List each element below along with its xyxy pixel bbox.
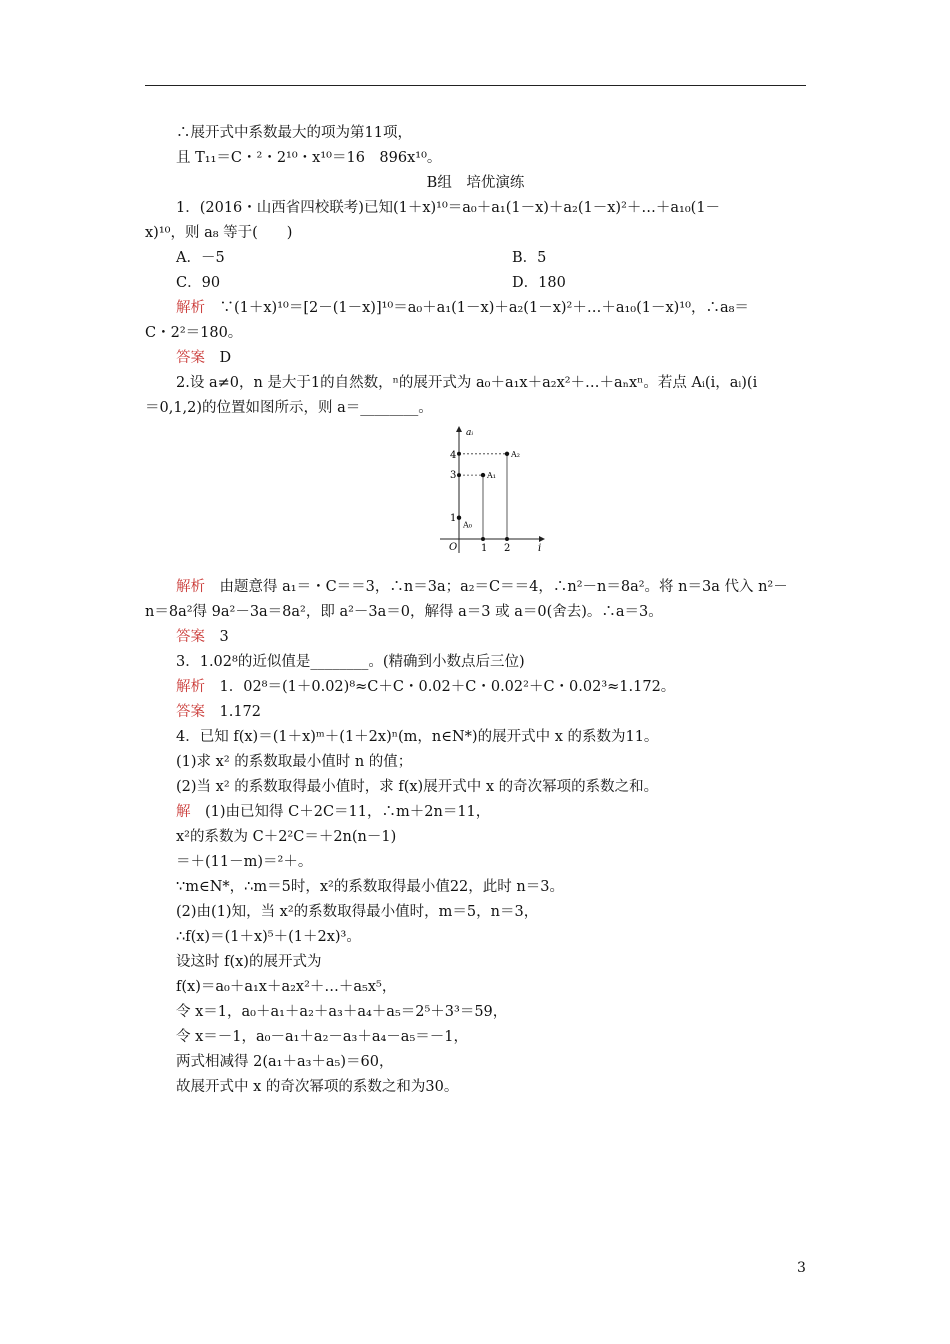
analysis-2-cont: n＝8a²得 9a²－3a＝8a²，即 a²－3a＝0，解得 a＝3 或 a＝0(舍去)。∴a＝3。 <box>145 604 663 620</box>
point-label: A₁ <box>487 471 496 481</box>
solution-line: x²的系数为 C＋2²C＝＋2n(n－1) <box>176 829 397 845</box>
answer-3 <box>176 702 261 722</box>
answer-1 <box>176 348 231 368</box>
y-tick-label: 4 <box>450 450 457 461</box>
solution-line: (2)由(1)知，当 x²的系数取得最小值时，m＝5，n＝3， <box>176 904 539 920</box>
question-4: 4．已知 f(x)＝(1＋x)ᵐ＋(1＋2x)ⁿ(m，n∈N*)的展开式中 x 的系数为11。 <box>176 729 659 745</box>
origin-label: O <box>449 542 458 553</box>
option-b: B．5 <box>512 250 547 266</box>
analysis-text: 1．02⁸＝(1＋0.02)⁸≈C＋C・0.02＋C・0.02²＋C・0.02³≈1.172。 <box>219 679 676 695</box>
analysis-3 <box>176 677 675 697</box>
answer-label: 答案 <box>176 704 205 720</box>
question-2-cont: ＝0,1,2)的位置如图所示，则 a＝________。 <box>145 400 433 416</box>
x-tick-label: 2 <box>504 543 511 554</box>
analysis-label: 解析 <box>176 579 205 595</box>
analysis-label: 解析 <box>176 679 205 695</box>
option-a: A．－5 <box>176 250 225 266</box>
option-d: D．180 <box>512 275 566 291</box>
solution-line: ∵m∈N*，∴m＝5时，x²的系数取得最小值22，此时 n＝3。 <box>176 879 564 895</box>
y-axis-label: aᵢ <box>466 428 474 438</box>
page-number: 3 <box>797 1260 806 1276</box>
solution-line: ＝＋(11－m)＝²＋。 <box>176 854 313 870</box>
analysis-text: ∵(1＋x)¹⁰＝[2－(1－x)]¹⁰＝a₀＋a₁(1－x)＋a₂(1－x)²＋…＋a₁₀(1－x)¹⁰，∴a₈＝ <box>219 300 749 316</box>
solution-line: 两式相减得 2(a₁＋a₃＋a₅)＝60， <box>176 1054 394 1070</box>
axis-tick-dot <box>481 537 485 541</box>
solution-label: 解 <box>176 804 191 820</box>
header-rule <box>145 85 806 86</box>
solution-text: (1)由已知得 C＋2C＝11，∴m＋2n＝11， <box>205 804 491 820</box>
solution-line: 令 x＝－1，a₀－a₁＋a₂－a₃＋a₄－a₅＝－1， <box>176 1029 468 1045</box>
point-marker <box>505 452 509 456</box>
analysis-label: 解析 <box>176 300 205 316</box>
answer-label: 答案 <box>176 629 205 645</box>
coordinate-figure <box>436 423 551 558</box>
answer-value: D <box>219 350 232 366</box>
point-marker <box>481 473 485 477</box>
x-axis-label: i <box>538 543 542 554</box>
analysis-1-cont: C・2²＝180。 <box>145 325 243 341</box>
point-marker <box>457 516 461 520</box>
solution-line: ∴f(x)＝(1＋x)⁵＋(1＋2x)³。 <box>176 929 361 945</box>
option-c: C．90 <box>176 275 221 291</box>
question-1: 1．(2016・山西省四校联考)已知(1＋x)¹⁰＝a₀＋a₁(1－x)＋a₂(1－x)²＋…＋a₁₀(1－ <box>176 200 721 216</box>
axis-tick-dot <box>457 452 461 456</box>
text-line: ∴展开式中系数最大的项为第11项， <box>176 125 412 141</box>
solution-line: f(x)＝a₀＋a₁x＋a₂x²＋…＋a₅x⁵， <box>176 979 397 995</box>
answer-value: 1.172 <box>219 704 262 720</box>
solution-line: 设这时 f(x)的展开式为 <box>176 954 322 970</box>
question-4-part2: (2)当 x² 的系数取得最小值时，求 f(x)展开式中 x 的奇次幂项的系数之和。 <box>176 779 659 795</box>
analysis-1 <box>176 298 749 318</box>
answer-label: 答案 <box>176 350 205 366</box>
y-tick-label: 3 <box>450 470 457 481</box>
section-title: B组 培优演练 <box>426 175 525 191</box>
text-line: 且 T₁₁＝C・²・2¹⁰・x¹⁰＝16 896x¹⁰。 <box>176 150 442 166</box>
point-label: A₀ <box>463 520 472 530</box>
solution-line <box>176 802 490 822</box>
point-group <box>457 450 520 541</box>
analysis-2 <box>176 577 788 597</box>
question-2: 2.设 a≠0，n 是大于1的自然数，ⁿ的展开式为 a₀＋a₁x＋a₂x²＋…＋aₙxⁿ。若点 Aᵢ(i，aᵢ)(i <box>176 375 758 391</box>
answer-value: 3 <box>219 629 229 645</box>
y-tick-label: 1 <box>450 513 457 524</box>
analysis-text: 由题意得 a₁＝・C＝＝3，∴n＝3a；a₂＝C＝＝4，∴n²－n＝8a²。将 n＝3a 代入 n²－ <box>219 579 788 595</box>
question-3: 3．1.02⁸的近似值是________。(精确到小数点后三位) <box>176 654 525 670</box>
point-label: A₂ <box>511 449 520 459</box>
answer-2 <box>176 627 229 647</box>
question-4-part1: (1)求 x² 的系数取最小值时 n 的值； <box>176 754 413 770</box>
axis-tick-dot <box>457 473 461 477</box>
solution-line: 令 x＝1，a₀＋a₁＋a₂＋a₃＋a₄＋a₅＝2⁵＋3³＝59， <box>176 1004 508 1020</box>
x-tick-label: 1 <box>481 543 488 554</box>
solution-line: 故展开式中 x 的奇次幂项的系数之和为30。 <box>176 1079 459 1095</box>
axis-tick-dot <box>505 537 509 541</box>
question-1-cont: x)¹⁰，则 a₈ 等于( ) <box>145 225 293 241</box>
